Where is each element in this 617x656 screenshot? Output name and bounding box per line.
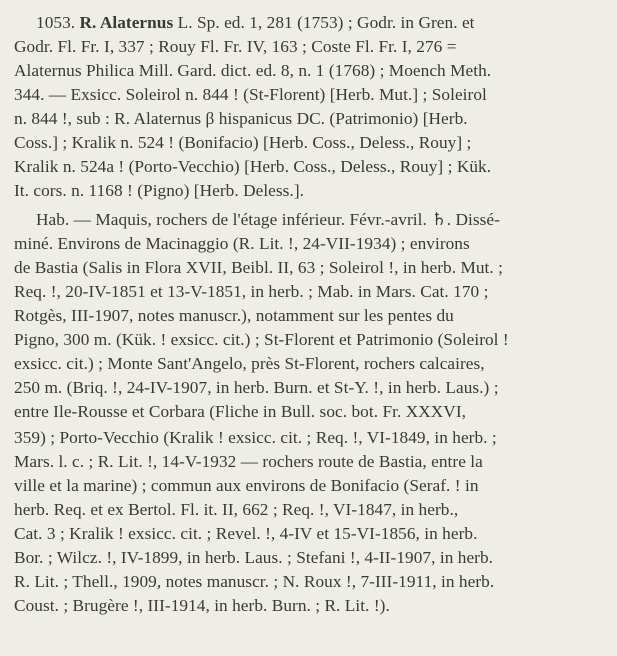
habitat-line: de Bastia (Salis in Flora XVII, Beibl. II, 63 ; Soleirol !, in herb. Mut. ; [14, 258, 503, 277]
habitat-line: R. Lit. ; Thell., 1909, notes manuscr. ; N. Roux !, 7-III-1911, in herb. [14, 572, 495, 591]
synonymy-line: Kralik n. 524a ! (Porto-Vecchio) [Herb. Coss., Deless., Rouy] ; Kük. [14, 157, 492, 176]
synonymy-line: It. cors. n. 1168 ! (Pigno) [Herb. Deless.]. [14, 181, 304, 200]
habitat-line: Hab. — Maquis, rochers de l'étage inférieur. Févr.-avril. ♄. Dissé- [36, 210, 500, 229]
habitat-line: Rotgès, III-1907, notes manuscr.), notamment sur les pentes du [14, 306, 454, 325]
habitat-line: Pigno, 300 m. (Kük. ! exsicc. cit.) ; St-Florent et Patrimonio (Soleirol ! [14, 330, 509, 349]
text-line [14, 12, 606, 34]
synonymy-line: n. 844 !, sub : R. Alaternus β hispanicus DC. (Patrimonio) [Herb. [14, 109, 468, 128]
habitat-line: Req. !, 20-IV-1851 et 13-V-1851, in herb. ; Mab. in Mars. Cat. 170 ; [14, 282, 489, 301]
habitat-line: 250 m. (Briq. !, 24-IV-1907, in herb. Burn. et St-Y. !, in herb. Laus.) ; [14, 378, 499, 397]
text-line [14, 209, 606, 231]
habitat-line: 359) ; Porto-Vecchio (Kralik ! exsicc. cit. ; Req. !, VI-1849, in herb. ; [14, 428, 497, 447]
entry-number: 1053. [36, 13, 76, 32]
habitat-line: miné. Environs de Macinaggio (R. Lit. !, 24-VII-1934) ; environs [14, 234, 470, 253]
habitat-line: Cat. 3 ; Kralik ! exsicc. cit. ; Revel. !, 4-IV et 15-VI-1856, in herb. [14, 524, 478, 543]
habitat-line: Coust. ; Brugère !, III-1914, in herb. Burn. ; R. Lit. !). [14, 596, 390, 615]
synonymy-line: Godr. Fl. Fr. I, 337 ; Rouy Fl. Fr. IV, 163 ; Coste Fl. Fr. I, 276 = [14, 37, 457, 56]
habitat-line: Bor. ; Wilcz. !, IV-1899, in herb. Laus. ; Stefani !, 4-II-1907, in herb. [14, 548, 494, 567]
habitat-line: exsicc. cit.) ; Monte Sant'Angelo, près St-Florent, rochers calcaires, [14, 354, 485, 373]
habitat-line: ville et la marine) ; commun aux environs de Bonifacio (Seraf. ! in [14, 476, 479, 495]
synonymy-line: Coss.] ; Kralik n. 524 ! (Bonifacio) [Herb. Coss., Deless., Rouy] ; [14, 133, 472, 152]
habitat-line: herb. Req. et ex Bertol. Fl. it. II, 662 ; Req. !, VI-1847, in herb., [14, 500, 459, 519]
synonymy-line: Alaternus Philica Mill. Gard. dict. ed. 8, n. 1 (1768) ; Moench Meth. [14, 61, 492, 80]
habitat-line: Mars. l. c. ; R. Lit. !, 14-V-1932 — rochers route de Bastia, entre la [14, 452, 483, 471]
synonymy-line: 344. — Exsicc. Soleirol n. 844 ! (St-Florent) [Herb. Mut.] ; Soleirol [14, 85, 487, 104]
habitat-line: entre Ile-Rousse et Corbara (Fliche in Bull. soc. bot. Fr. XXXVI, [14, 402, 466, 421]
synonymy-line: L. Sp. ed. 1, 281 (1753) ; Godr. in Gren. et [177, 13, 475, 32]
species-name: R. Alaternus [79, 13, 174, 32]
